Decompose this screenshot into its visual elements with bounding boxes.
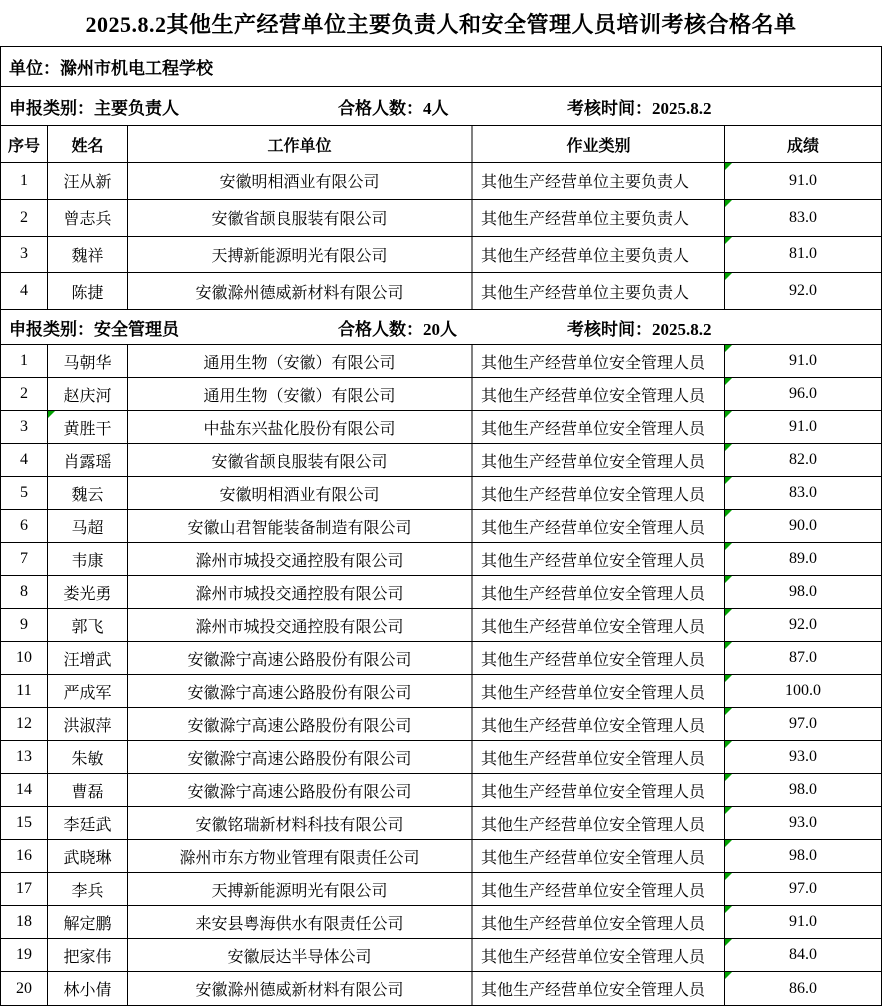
cell-score: 92.0	[725, 609, 881, 641]
cell-serial-number: 20	[1, 972, 48, 1005]
section-meta-row	[1, 87, 881, 126]
cell-score: 84.0	[725, 939, 881, 971]
cell-serial-number: 4	[1, 444, 48, 476]
cell-name: 汪从新	[48, 163, 128, 199]
cell-job-category: 其他生产经营单位安全管理人员	[473, 741, 725, 773]
cell-name: 赵庆河	[48, 378, 128, 410]
section-rows	[1, 163, 881, 310]
cell-company: 安徽滁宁高速公路股份有限公司	[128, 675, 473, 707]
cell-job-category: 其他生产经营单位安全管理人员	[473, 675, 725, 707]
cell-company: 滁州市城投交通控股有限公司	[128, 543, 473, 575]
cell-name: 马超	[48, 510, 128, 542]
cell-serial-number: 2	[1, 200, 48, 236]
cell-company: 安徽铭瑞新材料科技有限公司	[128, 807, 473, 839]
table-row	[1, 939, 881, 972]
cell-score: 87.0	[725, 642, 881, 674]
cell-job-category: 其他生产经营单位主要负责人	[473, 237, 725, 273]
cell-score: 98.0	[725, 840, 881, 872]
header-company: 工作单位	[128, 126, 473, 162]
unit-label: 单位：	[9, 59, 60, 78]
table-row	[1, 510, 881, 543]
cell-name: 朱敏	[48, 741, 128, 773]
cell-job-category: 其他生产经营单位主要负责人	[473, 273, 725, 309]
cell-serial-number: 10	[1, 642, 48, 674]
table-row	[1, 477, 881, 510]
table-row	[1, 543, 881, 576]
cell-company: 天搏新能源明光有限公司	[128, 237, 473, 273]
table-row	[1, 378, 881, 411]
pass-count-label: 合格人数：	[338, 98, 423, 118]
exam-time-label: 考核时间：	[567, 98, 652, 118]
cell-serial-number: 7	[1, 543, 48, 575]
cell-company: 安徽辰达半导体公司	[128, 939, 473, 971]
pass-count-value: 20人	[423, 319, 457, 339]
exam-time-field	[567, 94, 881, 119]
header-score: 成绩	[786, 137, 819, 155]
table-row	[1, 273, 881, 310]
document-title: 2025.8.2其他生产经营单位主要负责人和安全管理人员培训考核合格名单	[85, 11, 797, 37]
cell-serial-number: 14	[1, 774, 48, 806]
cell-name: 魏祥	[48, 237, 128, 273]
sections-container	[1, 87, 881, 1005]
table-row	[1, 873, 881, 906]
table-row	[1, 444, 881, 477]
cell-score: 81.0	[725, 237, 881, 273]
cell-company: 安徽省颉良服装有限公司	[128, 444, 473, 476]
cell-name: 郭飞	[48, 609, 128, 641]
category-value: 主要负责人	[94, 98, 179, 118]
cell-serial-number: 9	[1, 609, 48, 641]
exam-time-value: 2025.8.2	[652, 98, 712, 118]
cell-job-category: 其他生产经营单位安全管理人员	[473, 477, 725, 509]
cell-company: 安徽滁宁高速公路股份有限公司	[128, 708, 473, 740]
cell-serial-number: 17	[1, 873, 48, 905]
category-field	[1, 94, 338, 119]
table-row	[1, 609, 881, 642]
cell-serial-number: 1	[1, 163, 48, 199]
cell-company: 通用生物（安徽）有限公司	[128, 345, 473, 377]
cell-name: 韦康	[48, 543, 128, 575]
cell-company: 中盐东兴盐化股份有限公司	[128, 411, 473, 443]
cell-name: 曾志兵	[48, 200, 128, 236]
cell-name: 把家伟	[48, 939, 128, 971]
table-row	[1, 163, 881, 200]
cell-company: 通用生物（安徽）有限公司	[128, 378, 473, 410]
cell-name: 肖露瑶	[48, 444, 128, 476]
cell-job-category: 其他生产经营单位安全管理人员	[473, 807, 725, 839]
cell-name: 陈捷	[48, 273, 128, 309]
cell-name: 李兵	[48, 873, 128, 905]
cell-company: 安徽滁宁高速公路股份有限公司	[128, 774, 473, 806]
cell-name: 黄胜干	[48, 411, 128, 443]
cell-company: 来安县粤海供水有限责任公司	[128, 906, 473, 938]
cell-serial-number: 15	[1, 807, 48, 839]
table-row	[1, 840, 881, 873]
pass-count-value: 4人	[423, 98, 449, 118]
cell-job-category: 其他生产经营单位安全管理人员	[473, 510, 725, 542]
section-meta-row	[1, 310, 881, 345]
cell-company: 滁州市城投交通控股有限公司	[128, 609, 473, 641]
table-row	[1, 576, 881, 609]
cell-serial-number: 19	[1, 939, 48, 971]
cell-job-category: 其他生产经营单位安全管理人员	[473, 543, 725, 575]
cell-score: 91.0	[725, 345, 881, 377]
section-rows	[1, 345, 881, 1005]
cell-score: 98.0	[725, 774, 881, 806]
cell-company: 安徽省颉良服装有限公司	[128, 200, 473, 236]
cell-score: 82.0	[725, 444, 881, 476]
cell-company: 安徽明相酒业有限公司	[128, 477, 473, 509]
cell-score: 92.0	[725, 273, 881, 309]
cell-serial-number: 6	[1, 510, 48, 542]
cell-serial-number: 11	[1, 675, 48, 707]
cell-job-category: 其他生产经营单位安全管理人员	[473, 576, 725, 608]
cell-serial-number: 12	[1, 708, 48, 740]
cell-serial-number: 5	[1, 477, 48, 509]
header-name: 姓名	[48, 126, 128, 162]
cell-serial-number: 2	[1, 378, 48, 410]
cell-score: 89.0	[725, 543, 881, 575]
table-row	[1, 642, 881, 675]
cell-score: 91.0	[725, 163, 881, 199]
category-field	[1, 315, 338, 340]
table-row	[1, 972, 881, 1005]
category-value: 安全管理员	[94, 319, 179, 339]
cell-job-category: 其他生产经营单位安全管理人员	[473, 411, 725, 443]
table-row	[1, 774, 881, 807]
category-label: 申报类别：	[9, 319, 94, 339]
exam-time-label: 考核时间：	[567, 319, 652, 339]
unit-row	[1, 47, 881, 87]
cell-company: 安徽滁宁高速公路股份有限公司	[128, 741, 473, 773]
table-header-row	[1, 126, 881, 163]
cell-score: 96.0	[725, 378, 881, 410]
cell-serial-number: 16	[1, 840, 48, 872]
cell-score: 100.0	[725, 675, 881, 707]
cell-company: 安徽滁州德威新材料有限公司	[128, 972, 473, 1005]
pass-count-field	[338, 315, 567, 340]
table-row	[1, 807, 881, 840]
table-row	[1, 741, 881, 774]
cell-name: 马朝华	[48, 345, 128, 377]
cell-company: 安徽山君智能装备制造有限公司	[128, 510, 473, 542]
cell-name: 林小倩	[48, 972, 128, 1005]
cell-serial-number: 4	[1, 273, 48, 309]
cell-company: 安徽滁宁高速公路股份有限公司	[128, 642, 473, 674]
cell-job-category: 其他生产经营单位安全管理人员	[473, 939, 725, 971]
cell-serial-number: 1	[1, 345, 48, 377]
cell-name: 汪增武	[48, 642, 128, 674]
cell-score: 93.0	[725, 807, 881, 839]
cell-job-category: 其他生产经营单位安全管理人员	[473, 906, 725, 938]
cell-job-category: 其他生产经营单位安全管理人员	[473, 378, 725, 410]
cell-job-category: 其他生产经营单位安全管理人员	[473, 642, 725, 674]
cell-score: 91.0	[725, 411, 881, 443]
cell-score: 83.0	[725, 477, 881, 509]
table-row	[1, 345, 881, 378]
table-row	[1, 411, 881, 444]
table-row	[1, 237, 881, 274]
cell-job-category: 其他生产经营单位主要负责人	[473, 163, 725, 199]
cell-job-category: 其他生产经营单位安全管理人员	[473, 609, 725, 641]
cell-score: 93.0	[725, 741, 881, 773]
cell-score: 86.0	[725, 972, 881, 1005]
cell-score: 83.0	[725, 200, 881, 236]
table-frame	[0, 46, 882, 1006]
cell-name: 解定鹏	[48, 906, 128, 938]
table-row	[1, 708, 881, 741]
cell-company: 安徽滁州德威新材料有限公司	[128, 273, 473, 309]
cell-name: 娄光勇	[48, 576, 128, 608]
cell-job-category: 其他生产经营单位安全管理人员	[473, 708, 725, 740]
cell-name: 曹磊	[48, 774, 128, 806]
cell-job-category: 其他生产经营单位安全管理人员	[473, 972, 725, 1005]
cell-score: 98.0	[725, 576, 881, 608]
table-row	[1, 906, 881, 939]
cell-score: 97.0	[725, 873, 881, 905]
cell-serial-number: 3	[1, 237, 48, 273]
exam-time-field	[567, 315, 881, 340]
cell-job-category: 其他生产经营单位安全管理人员	[473, 840, 725, 872]
cell-serial-number: 18	[1, 906, 48, 938]
header-no: 序号	[1, 126, 48, 162]
cell-name: 李廷武	[48, 807, 128, 839]
cell-company: 滁州市城投交通控股有限公司	[128, 576, 473, 608]
unit-value: 滁州市机电工程学校	[60, 59, 213, 78]
cell-score: 91.0	[725, 906, 881, 938]
category-label: 申报类别：	[9, 98, 94, 118]
cell-company: 天搏新能源明光有限公司	[128, 873, 473, 905]
cell-company: 安徽明相酒业有限公司	[128, 163, 473, 199]
cell-name: 魏云	[48, 477, 128, 509]
cell-company: 滁州市东方物业管理有限责任公司	[128, 840, 473, 872]
cell-job-category: 其他生产经营单位安全管理人员	[473, 873, 725, 905]
table-row	[1, 675, 881, 708]
exam-time-value: 2025.8.2	[652, 319, 712, 339]
cell-serial-number: 8	[1, 576, 48, 608]
cell-name: 洪淑萍	[48, 708, 128, 740]
cell-name: 武晓琳	[48, 840, 128, 872]
cell-job-category: 其他生产经营单位安全管理人员	[473, 774, 725, 806]
cell-serial-number: 13	[1, 741, 48, 773]
cell-job-category: 其他生产经营单位主要负责人	[473, 200, 725, 236]
pass-count-field	[338, 94, 567, 119]
cell-serial-number: 3	[1, 411, 48, 443]
pass-count-label: 合格人数：	[338, 319, 423, 339]
cell-job-category: 其他生产经营单位安全管理人员	[473, 444, 725, 476]
table-row	[1, 200, 881, 237]
header-job-category: 作业类别	[473, 126, 725, 162]
cell-name: 严成军	[48, 675, 128, 707]
cell-score: 97.0	[725, 708, 881, 740]
cell-job-category: 其他生产经营单位安全管理人员	[473, 345, 725, 377]
cell-score: 90.0	[725, 510, 881, 542]
